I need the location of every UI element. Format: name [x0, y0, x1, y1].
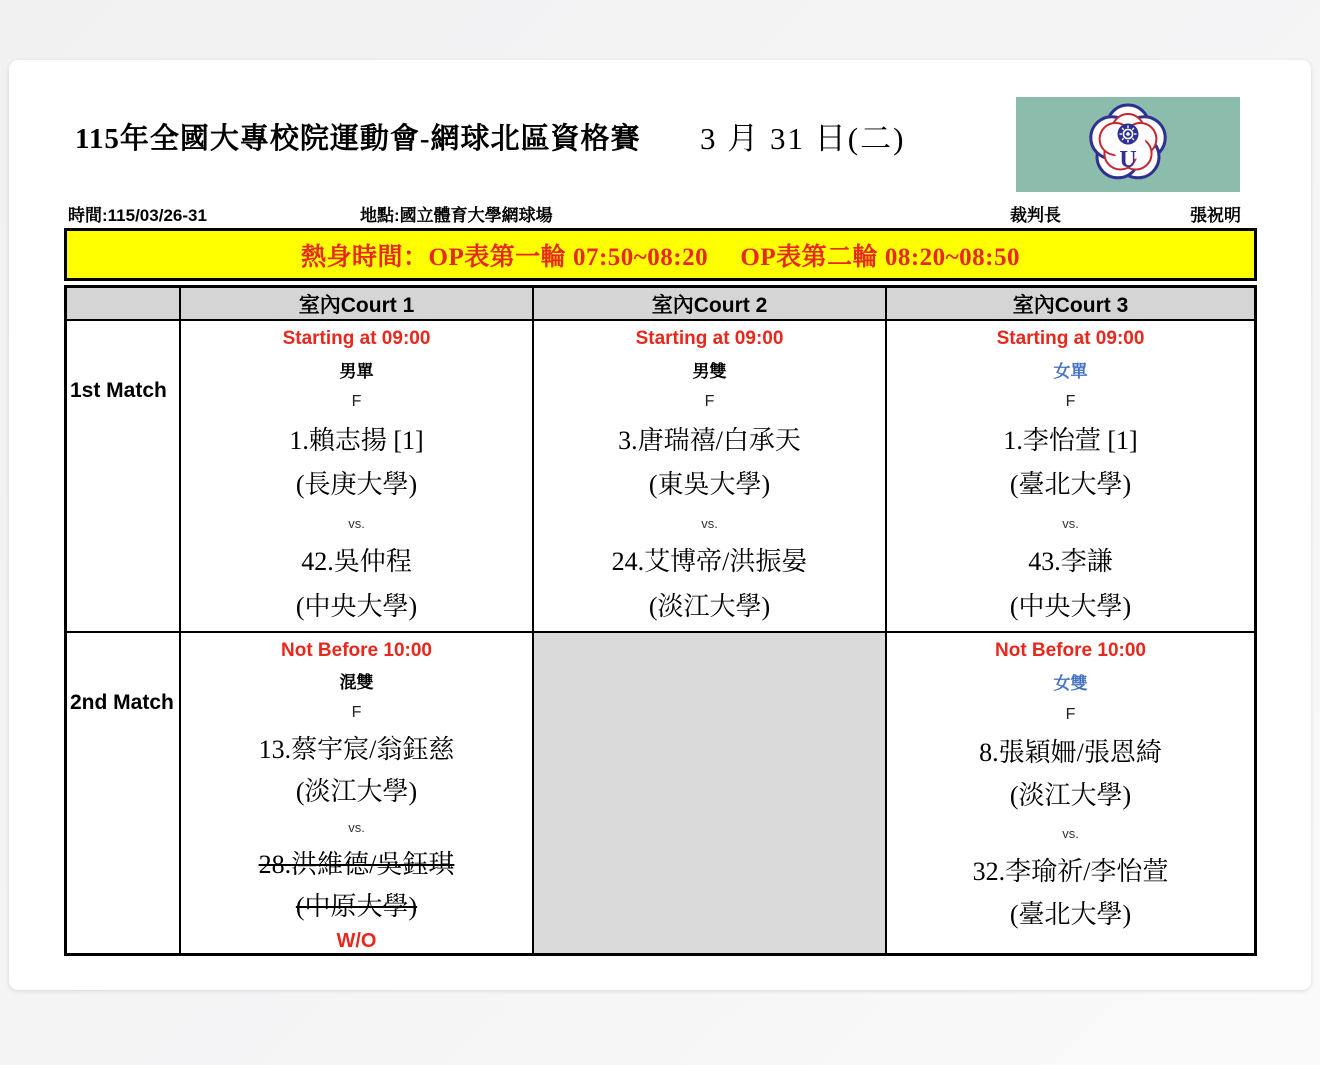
start-time-note: Starting at 09:00 [635, 328, 784, 349]
corner-header-cell [67, 288, 179, 319]
player2-university: (中央大學) [1009, 591, 1132, 621]
start-time-note: Not Before 10:00 [995, 640, 1146, 661]
referee-name: 張祝明 [1190, 206, 1241, 225]
logo-letter: U [1119, 147, 1137, 173]
schedule-table [64, 285, 1257, 956]
player1-university: (臺北大學) [1009, 470, 1132, 500]
player2-university: (淡江大學) [648, 591, 771, 621]
vs-label: vs. [701, 515, 718, 531]
match-cell-court2-match2-empty [532, 631, 885, 953]
row-label-2nd-match: 2nd Match [67, 631, 179, 953]
start-time-note: Starting at 09:00 [282, 328, 431, 349]
round-label: F [351, 704, 362, 722]
round-label: F [1065, 393, 1076, 411]
start-time-note: Not Before 10:00 [281, 640, 432, 661]
round-label: F [1065, 706, 1076, 723]
player1-university: (淡江大學) [1009, 781, 1132, 810]
plum-blossom-emblem-icon [1016, 97, 1240, 192]
match-cell-court3-match1 [885, 319, 1254, 631]
vs-label: vs. [1062, 515, 1079, 531]
location-label: 地點:國立體育大學網球場 [360, 206, 553, 225]
info-row [9, 201, 1311, 225]
match-cell-court3-match2 [885, 631, 1254, 953]
warmup-time-banner [64, 228, 1257, 281]
match-cell-court1-match1 [179, 319, 532, 631]
event-label: 男雙 [692, 361, 727, 381]
federation-logo [1016, 97, 1240, 192]
round-label: F [351, 393, 362, 411]
player2-name: 32.李瑜祈/李怡萱 [972, 857, 1169, 886]
player1-university: (長庚大學) [295, 470, 418, 500]
player1-name: 8.張穎姍/張恩綺 [979, 738, 1162, 767]
event-label: 女單 [1053, 361, 1088, 381]
time-range-label: 時間:115/03/26-31 [68, 206, 207, 225]
vs-label: vs. [348, 820, 365, 836]
player2-university: (臺北大學) [1009, 900, 1132, 929]
start-time-note: Starting at 09:00 [996, 328, 1145, 349]
player2-name: 42.吳仲程 [301, 547, 412, 577]
player1-name: 13.蔡宇宸/翁鈺慈 [258, 735, 455, 765]
player2-university: (中央大學) [295, 591, 418, 621]
court2-header: 室內Court 2 [532, 288, 885, 319]
vs-label: vs. [348, 515, 365, 531]
event-label: 男單 [339, 361, 374, 381]
player1-university: (淡江大學) [295, 776, 418, 806]
page-title: 115年全國大專校院運動會-網球北區資格賽 [75, 123, 641, 155]
match-cell-court2-match1 [532, 319, 885, 631]
page-date: 3 月 31 日(二) [700, 121, 906, 156]
court1-header: 室內Court 1 [179, 288, 532, 319]
warmup-time-text: 熱身時間：OP表第一輪 07:50~08:20 OP表第二輪 08:20~08:50 [301, 243, 1020, 271]
event-label: 女雙 [1053, 674, 1088, 693]
player1-name: 1.李怡萱 [1] [1003, 425, 1138, 455]
vs-label: vs. [1062, 826, 1079, 841]
referee-title: 裁判長 [1010, 206, 1061, 225]
round-label: F [704, 393, 715, 411]
event-label: 混雙 [339, 673, 374, 693]
match-cell-court1-match2 [179, 631, 532, 953]
document-page [9, 60, 1311, 990]
row-label-1st-match: 1st Match [67, 319, 179, 631]
court3-header: 室內Court 3 [885, 288, 1254, 319]
player2-name-withdrawn: 28.洪維德/吳鈺琪 [258, 850, 455, 880]
walkover-label: W/O [336, 929, 377, 952]
player2-university-withdrawn: (中原大學) [295, 892, 418, 922]
player2-name: 43.李謙 [1028, 547, 1113, 577]
player1-university: (東吳大學) [648, 470, 771, 500]
player1-name: 1.賴志揚 [1] [289, 425, 424, 455]
player2-name: 24.艾博帝/洪振晏 [611, 547, 808, 577]
player1-name: 3.唐瑞禧/白承天 [618, 425, 801, 455]
